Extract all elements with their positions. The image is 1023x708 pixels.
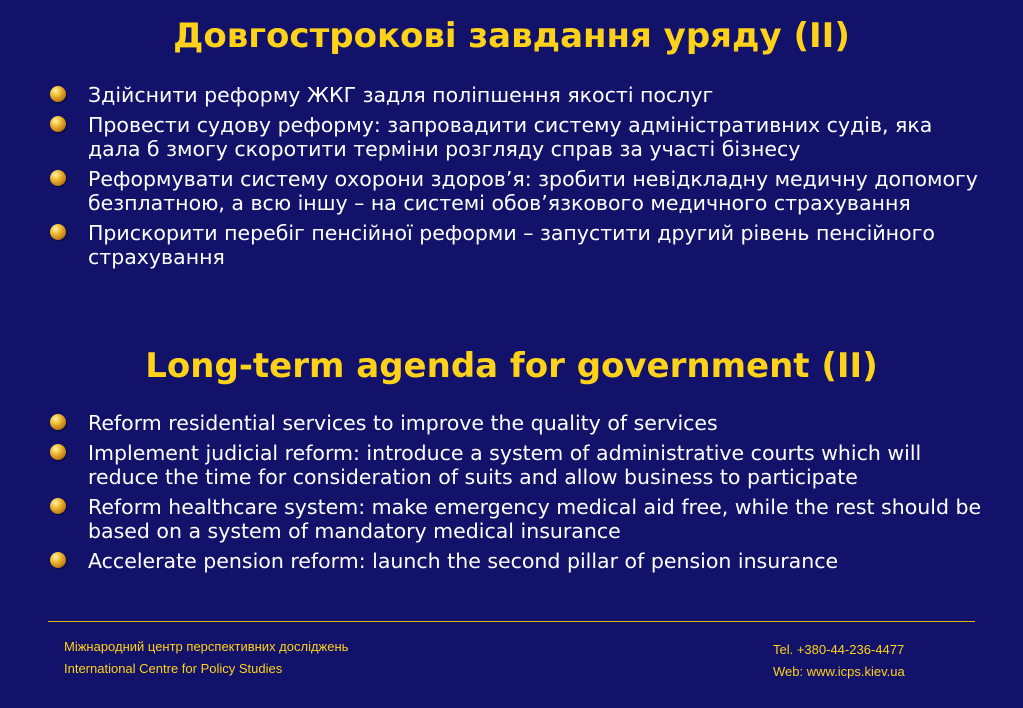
bullet-item xyxy=(48,113,988,161)
footer-contacts xyxy=(773,639,905,683)
gold-sphere-bullet-icon xyxy=(50,86,66,102)
contact-telephone: Tel. +380-44-236-4477 xyxy=(773,642,905,657)
gold-sphere-bullet-icon xyxy=(50,414,66,430)
bullet-item xyxy=(48,441,988,489)
bullet-item xyxy=(48,549,988,573)
contact-website: Web: www.icps.kiev.ua xyxy=(773,664,905,679)
gold-sphere-bullet-icon xyxy=(50,498,66,514)
bullet-text: Reform residential services to improve the quality of services xyxy=(88,411,718,435)
slide-title-ukrainian: Довгострокові завдання уряду (ІІ) xyxy=(173,16,850,56)
gold-sphere-bullet-icon xyxy=(50,552,66,568)
footer-divider xyxy=(48,621,975,622)
bullet-text: Accelerate pension reform: launch the second pillar of pension insurance xyxy=(88,549,839,573)
bullet-item xyxy=(48,411,988,435)
bullet-item xyxy=(48,495,988,543)
gold-sphere-bullet-icon xyxy=(50,116,66,132)
bullet-text: Здійснити реформу ЖКГ задля поліпшення якості послуг xyxy=(88,83,714,107)
bullet-text: Прискорити перебіг пенсійної реформи – запустити другий рівень пенсійного страхування xyxy=(88,221,935,269)
bullet-list-ukrainian xyxy=(48,83,988,275)
footer-organization xyxy=(64,636,348,680)
bullet-text: Реформувати систему охорони здоров’я: зробити невідкладну медичну допомогу безплатною, а всю іншу – на системі обов’язкового медичного страхування xyxy=(88,167,978,215)
slide-title-english: Long-term agenda for government (II) xyxy=(145,346,878,386)
bullet-text: Reform healthcare system: make emergency medical aid free, while the rest should be based on a system of mandatory medical insurance xyxy=(88,495,982,543)
gold-sphere-bullet-icon xyxy=(50,224,66,240)
gold-sphere-bullet-icon xyxy=(50,170,66,186)
bullet-item xyxy=(48,83,988,107)
bullet-item xyxy=(48,167,988,215)
bullet-list-english xyxy=(48,411,988,579)
gold-sphere-bullet-icon xyxy=(50,444,66,460)
bullet-item xyxy=(48,221,988,269)
organization-name-ukrainian: Міжнародний центр перспективних досліджень xyxy=(64,639,349,654)
bullet-text: Implement judicial reform: introduce a system of administrative courts which will reduce the time for consideration of suits and allow business to participate xyxy=(88,441,922,489)
bullet-text: Провести судову реформу: запровадити систему адміністративних судів, яка дала б змогу скоротити терміни розгляду справ за участі бізнесу xyxy=(88,113,933,161)
organization-name-english: International Centre for Policy Studies xyxy=(64,661,283,676)
